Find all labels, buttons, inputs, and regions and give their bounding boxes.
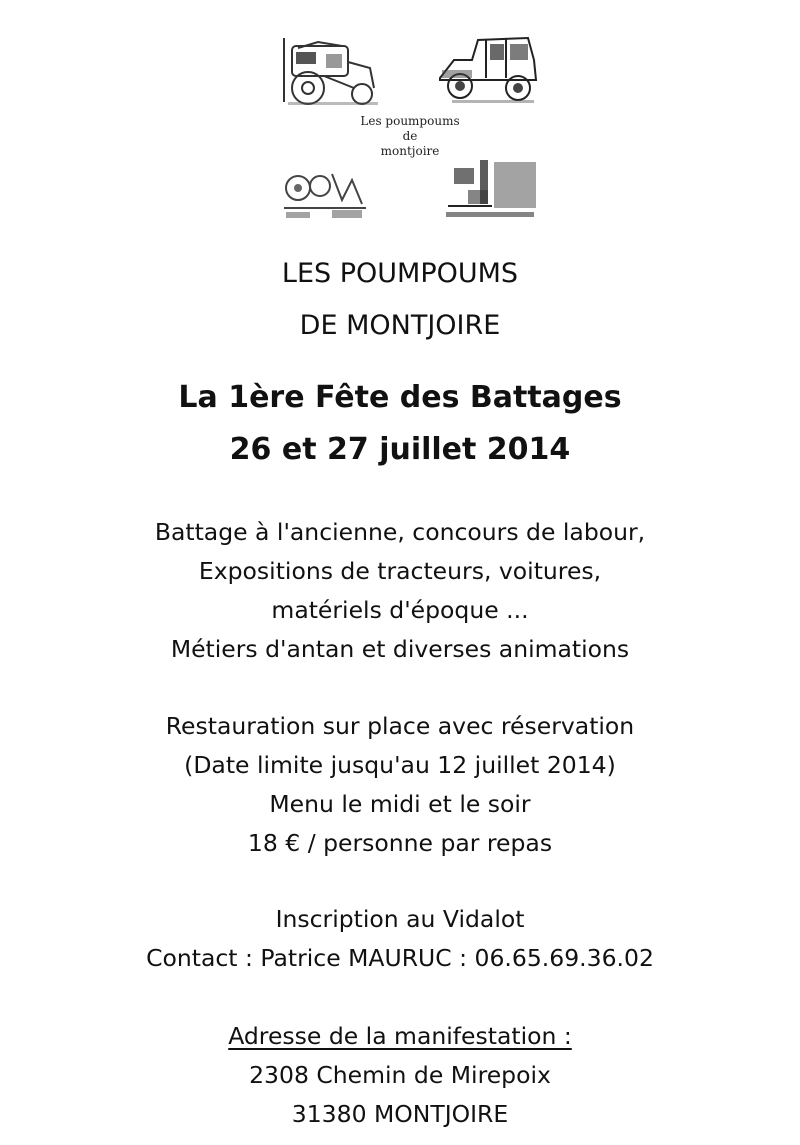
logo-caption-line1: Les poumpoums — [360, 114, 460, 128]
catering-line-3: Menu le midi et le soir — [269, 790, 531, 818]
organization-name-line1: LES POUMPOUMS — [281, 258, 519, 289]
logo-caption-line2: de — [402, 129, 418, 143]
registration-info: Inscription au Vidalot — [275, 905, 525, 933]
event-title: La 1ère Fête des Battages — [178, 380, 622, 415]
address-heading: Adresse de la manifestation : — [228, 1022, 572, 1050]
activity-line-2: Expositions de tracteurs, voitures, — [198, 557, 602, 585]
logo-caption — [340, 114, 480, 159]
catering-line-1: Restauration sur place avec réservation — [165, 712, 635, 740]
catering-price: 18 € / personne par repas — [247, 829, 553, 857]
vintage-car-illustration — [432, 30, 540, 110]
tractor-illustration — [278, 32, 386, 110]
activity-line-4: Métiers d'antan et diverses animations — [170, 635, 630, 663]
organization-name-line2: DE MONTJOIRE — [299, 310, 501, 341]
activity-line-3: matériels d'époque ... — [271, 596, 529, 624]
threshing-illustration — [440, 156, 540, 224]
catering-line-2: (Date limite jusqu'au 12 juillet 2014) — [184, 751, 616, 779]
club-logo — [278, 30, 540, 228]
logo-caption-line3: montjoire — [380, 144, 440, 158]
address-city: 31380 MONTJOIRE — [291, 1100, 509, 1128]
contact-line: Contact : Patrice MAURUC : 06.65.69.36.02 — [146, 944, 654, 972]
address-street: 2308 Chemin de Mirepoix — [249, 1061, 551, 1089]
machinery-illustration — [280, 160, 370, 222]
activity-line-1: Battage à l'ancienne, concours de labour, — [154, 518, 646, 546]
event-dates: 26 et 27 juillet 2014 — [229, 432, 571, 467]
